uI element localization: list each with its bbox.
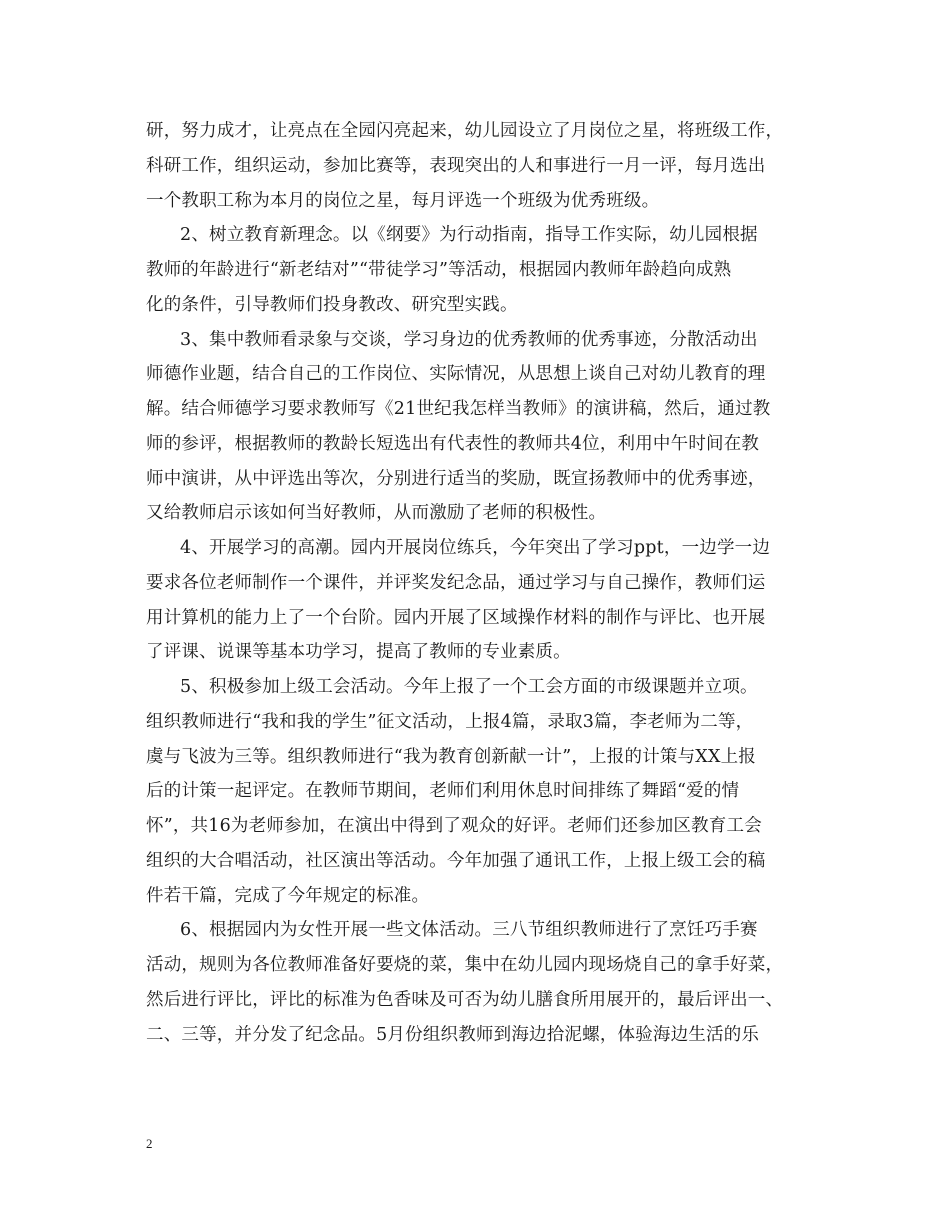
page-number: 2 (146, 1136, 153, 1151)
paragraph-start-line: 2、树立教育新理念。以《纲要》为行动指南，指导工作实际，幼儿园根据 (180, 225, 758, 246)
text-line: 组织教师进行“我和我的学生”征文活动，上报4篇，录取3篇，李老师为二等， (146, 711, 754, 732)
text-line: 然后进行评比，评比的标准为色香味及可否为幼儿膳食所用展开的，最后评出一、 (146, 989, 784, 1010)
text-line: 一个教职工称为本月的岗位之星，每月评选一个班级为优秀班级。 (146, 190, 660, 211)
text-line: 师中演讲，从中评选出等次，分别进行适当的奖励，既宣扬教师中的优秀事迹， (146, 468, 766, 489)
text-line: 了评课、说课等基本功学习，提高了教师的专业素质。 (146, 642, 571, 663)
paragraph-start-line: 6、根据园内为女性开展一些文体活动。三八节组织教师进行了烹饪巧手赛 (180, 920, 758, 941)
text-line: 虞与飞波为三等。组织教师进行“我为教育创新献一计”，上报的计策与XX上报 (146, 746, 757, 767)
text-line: 研，努力成才，让亮点在全园闪亮起来，幼儿园设立了月岗位之星，将班级工作， (146, 121, 784, 141)
paragraph-start-line: 3、集中教师看录象与交谈，学习身边的优秀教师的优秀事迹，分散活动出 (180, 329, 758, 350)
text-line: 二、三等，并分发了纪念品。5月份组织教师到海边拾泥螺，体验海边生活的乐 (146, 1024, 760, 1045)
paragraph-start-line: 5、积极参加上级工会活动。今年上报了一个工会方面的市级课题并立项。 (180, 677, 758, 697)
text-line: 活动，规则为各位教师准备好要烧的菜，集中在幼儿园内现场烧自己的拿手好菜， (146, 955, 784, 975)
text-line: 师的参评，根据教师的教龄长短选出有代表性的教师共4位，利用中午时间在教 (146, 433, 760, 454)
text-line: 解。结合师德学习要求教师写《21世纪我怎样当教师》的演讲稿，然后，通过教 (146, 399, 771, 419)
paragraph-start-line: 4、开展学习的高潮。园内开展岗位练兵，今年突出了学习ppt，一边学一边 (180, 538, 771, 558)
text-line: 教师的年龄进行“新老结对”“带徒学习”等活动，根据园内教师年龄趋向成熟 (146, 260, 732, 280)
text-line: 怀”，共16为老师参加，在演出中得到了观众的好评。老师们还参加区教育工会 (146, 816, 762, 836)
text-line: 化的条件，引导教师们投身教改、研究型实践。 (146, 294, 518, 315)
text-line: 组织的大合唱活动，社区演出等活动。今年加强了通讯工作，上报上级工会的稿 (146, 850, 766, 871)
body-text (146, 114, 816, 1052)
text-line: 件若干篇，完成了今年规定的标准。 (146, 885, 430, 906)
text-line: 后的计策一起评定。在教师节期间，老师们利用休息时间排练了舞蹈“爱的情 (146, 781, 740, 802)
text-line: 师德作业题，结合自己的工作岗位、实际情况，从思想上谈自己对幼儿教育的理 (146, 364, 766, 385)
text-line: 要求各位老师制作一个课件，并评奖发纪念品，通过学习与自己操作，教师们运 (146, 572, 766, 593)
text-line: 用计算机的能力上了一个台阶。园内开展了区域操作材料的制作与评比、也开展 (146, 607, 766, 628)
text-line: 科研工作，组织运动，参加比赛等，表现突出的人和事进行一月一评，每月选出 (146, 155, 766, 176)
text-line: 又给教师启示该如何当好教师，从而激励了老师的积极性。 (146, 503, 607, 524)
